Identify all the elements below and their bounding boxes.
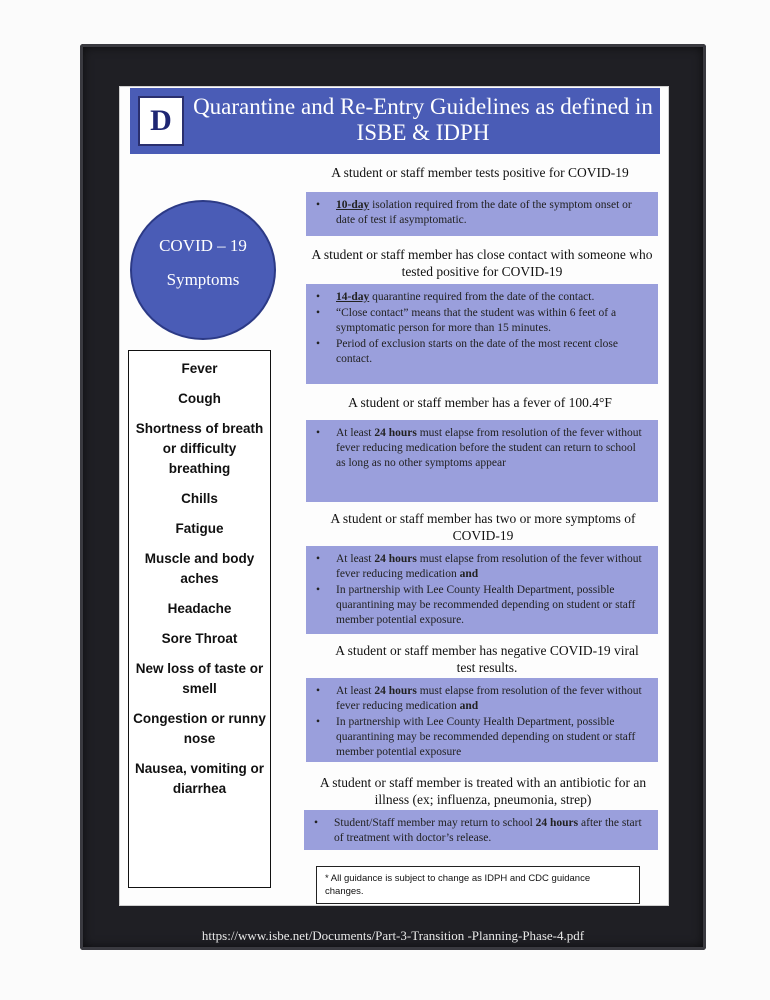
symptom-item: Headache <box>167 601 232 616</box>
section-box-two-symptoms <box>306 546 658 634</box>
guideline-item: • Student/Staff member may return to school 24 hours after the start of treatment with doctor’s release. <box>334 816 648 846</box>
section-box-negative-test <box>306 678 658 762</box>
symptom-item: Cough <box>178 391 221 406</box>
section-box-antibiotic <box>304 810 658 850</box>
section-heading-antibiotic: A student or staff member is treated with an antibiotic for an illness (ex; influenza, pneumonia, strep) <box>319 775 647 807</box>
section-heading-negative-test: A student or staff member has negative COVID-19 viral test results. <box>335 643 639 675</box>
symptom-item: Chills <box>181 491 218 506</box>
section-box-fever <box>306 420 658 502</box>
guideline-item: • At least 24 hours must elapse from resolution of the fever without fever reducing medication before the student can return to school as long as no other symptoms appear <box>336 426 648 471</box>
section-heading-positive: A student or staff member tests positive for COVID-19 <box>331 165 629 180</box>
source-url: https://www.isbe.net/Documents/Part-3-Transition -Planning-Phase-4.pdf <box>201 928 585 943</box>
section-heading-fever: A student or staff member has a fever of 100.4°F <box>348 395 612 410</box>
guideline-item: • In partnership with Lee County Health Department, possible quarantining may be recommended depending on student or staff member potential exposure. <box>336 583 648 628</box>
poster-title: Quarantine and Re-Entry Guidelines as defined in ISBE & IDPH <box>193 94 653 145</box>
section-box-close-contact <box>306 284 658 384</box>
symptom-item: Muscle and body aches <box>144 551 255 586</box>
guideline-item: • “Close contact” means that the student was within 6 feet of a symptomatic person for more than 15 minutes. <box>336 306 648 336</box>
symptom-item: Nausea, vomiting or diarrhea <box>134 761 265 796</box>
section-heading-two-symptoms: A student or staff member has two or more symptoms of COVID-19 <box>330 511 636 543</box>
guidance-note: * All guidance is subject to change as IDPH and CDC guidance changes. <box>316 866 640 904</box>
symptom-item: Sore Throat <box>161 631 238 646</box>
guideline-item: • In partnership with Lee County Health Department, possible quarantining may be recommended depending on student or staff member potential exposure <box>336 715 648 760</box>
guideline-item: • 10-day isolation required from the date of the symptom onset or date of test if asymptomatic. <box>336 198 648 228</box>
section-box-positive <box>306 192 658 236</box>
school-logo: D <box>138 96 184 146</box>
symptom-item: Fever <box>181 361 218 376</box>
circle-line-1: COVID – 19 <box>159 236 247 255</box>
circle-line-2: Symptoms <box>166 270 240 289</box>
symptom-item: Fatigue <box>175 521 224 536</box>
guideline-item: • 14-day quarantine required from the date of the contact. <box>336 290 648 305</box>
poster-header <box>130 88 660 154</box>
symptoms-list-box <box>128 350 271 888</box>
symptom-item: Shortness of breath or difficulty breathing <box>135 421 264 476</box>
section-heading-close-contact: A student or staff member has close contact with someone who tested positive for COVID-19 <box>311 247 653 279</box>
symptom-item: New loss of taste or smell <box>135 661 264 696</box>
symptom-item: Congestion or runny nose <box>133 711 266 746</box>
symptoms-circle <box>130 200 276 340</box>
guideline-item: • At least 24 hours must elapse from resolution of the fever without fever reducing medication and <box>336 684 648 714</box>
guideline-item: • Period of exclusion starts on the date of the most recent close contact. <box>336 337 648 367</box>
guideline-item: • At least 24 hours must elapse from resolution of the fever without fever reducing medication and <box>336 552 648 582</box>
